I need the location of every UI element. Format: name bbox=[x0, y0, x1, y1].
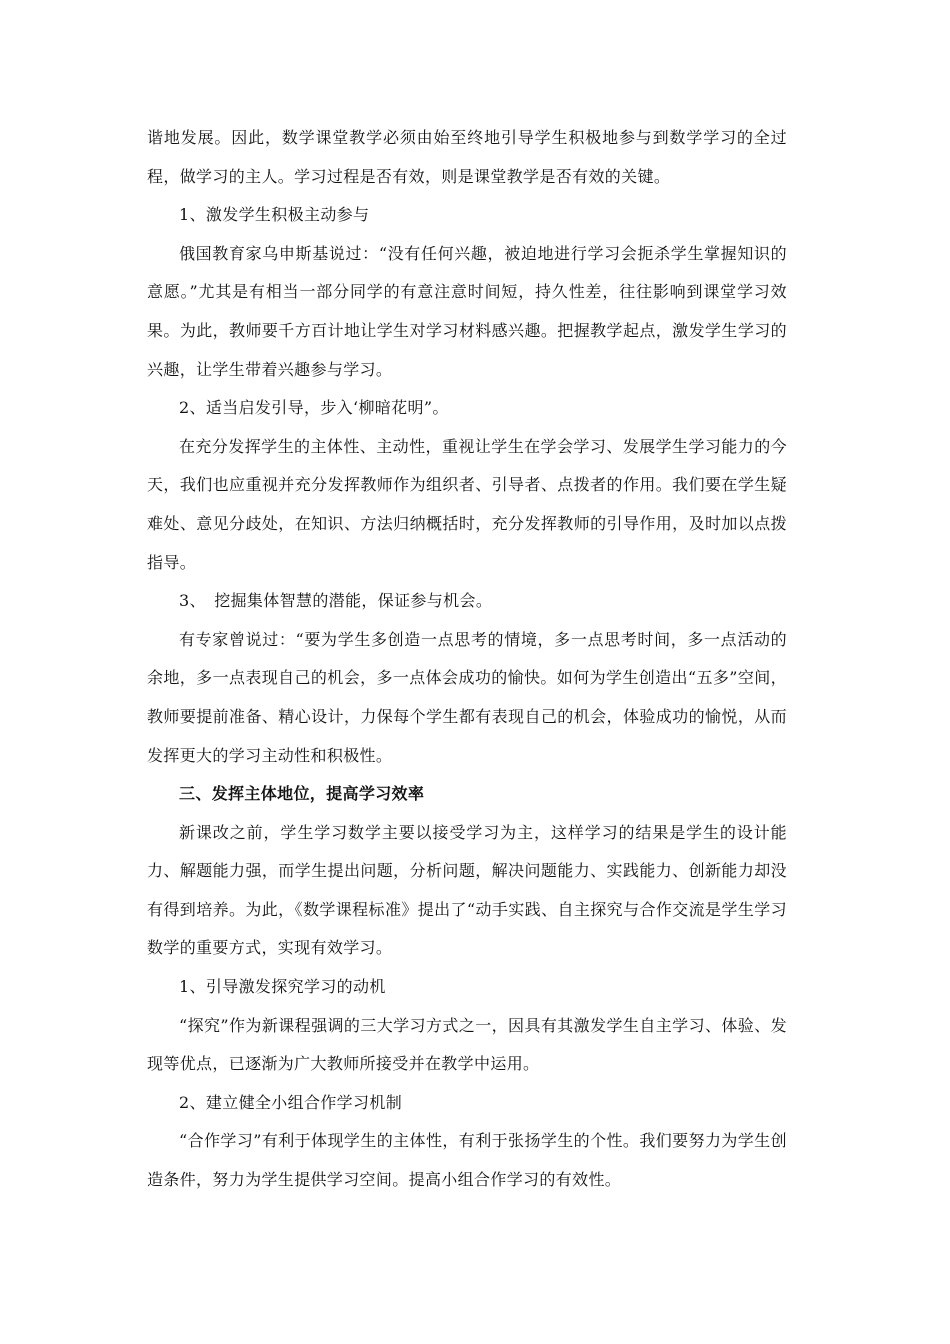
subheading-3: 3、 挖掘集体智慧的潜能，保证参与机会。 bbox=[179, 591, 493, 611]
section-heading: 三、发挥主体地位，提高学习效率 bbox=[179, 784, 425, 804]
paragraph-3: 有专家曾说过：“要为学生多创造一点思考的情境，多一点思考时间，多一点活动的余地，多一点表现自己的机会，多一点体会成功的愉快。如何为学生创造出“五多”空间，教师要提前准备、精心设计，力保每个学生都有表现自己的机会，体验成功的愉悦，从而发挥更大的学习主动性和积极性。 bbox=[147, 629, 787, 765]
paragraph-6: “合作学习”有利于体现学生的主体性，有利于张扬学生的个性。我们要努力为学生创造条件，努力为学生提供学习空间。提高小组合作学习的有效性。 bbox=[147, 1131, 787, 1190]
subheading-5: 2、建立健全小组合作学习机制 bbox=[179, 1092, 403, 1112]
subheading-1: 1、激发学生积极主动参与 bbox=[179, 205, 370, 225]
paragraph-1: 俄国教育家乌申斯基说过：“没有任何兴趣，被迫地进行学习会扼杀学生掌握知识的意愿。”尤其是有相当一部分同学的有意注意时间短，持久性差，往往影响到课堂学习效果。为此，教师要千方百计地让学生对学习材料感兴趣。把握教学起点，激发学生学习的兴趣，让学生带着兴趣参与学习。 bbox=[147, 243, 787, 379]
document-body bbox=[147, 119, 787, 1200]
subheading-2: 2、适当启发引导，步入‘柳暗花明”。 bbox=[179, 398, 449, 418]
paragraph-5: “探究”作为新课程强调的三大学习方式之一，因具有其激发学生自主学习、体验、发现等优点，已逐渐为广大教师所接受并在教学中运用。 bbox=[147, 1015, 787, 1074]
paragraph-continuation: 谐地发展。因此，数学课堂教学必须由始至终地引导学生积极地参与到数学学习的全过程，做学习的主人。学习过程是否有效，则是课堂教学是否有效的关键。 bbox=[147, 128, 787, 186]
subheading-4: 1、引导激发探究学习的动机 bbox=[179, 977, 386, 997]
paragraph-2: 在充分发挥学生的主体性、主动性，重视让学生在学会学习、发展学生学习能力的今天，我们也应重视并充分发挥教师作为组织者、引导者、点拨者的作用。我们要在学生疑难处、意见分歧处，在知识、方法归纳概括时，充分发挥教师的引导作用，及时加以点拨指导。 bbox=[147, 436, 787, 572]
paragraph-4: 新课改之前，学生学习数学主要以接受学习为主，这样学习的结果是学生的设计能力、解题能力强，而学生提出问题，分析问题，解决问题能力、实践能力、创新能力却没有得到培养。为此，《数学课程标准》提出了“动手实践、自主探究与合作交流是学生学习数学的重要方式，实现有效学习。 bbox=[147, 822, 787, 958]
